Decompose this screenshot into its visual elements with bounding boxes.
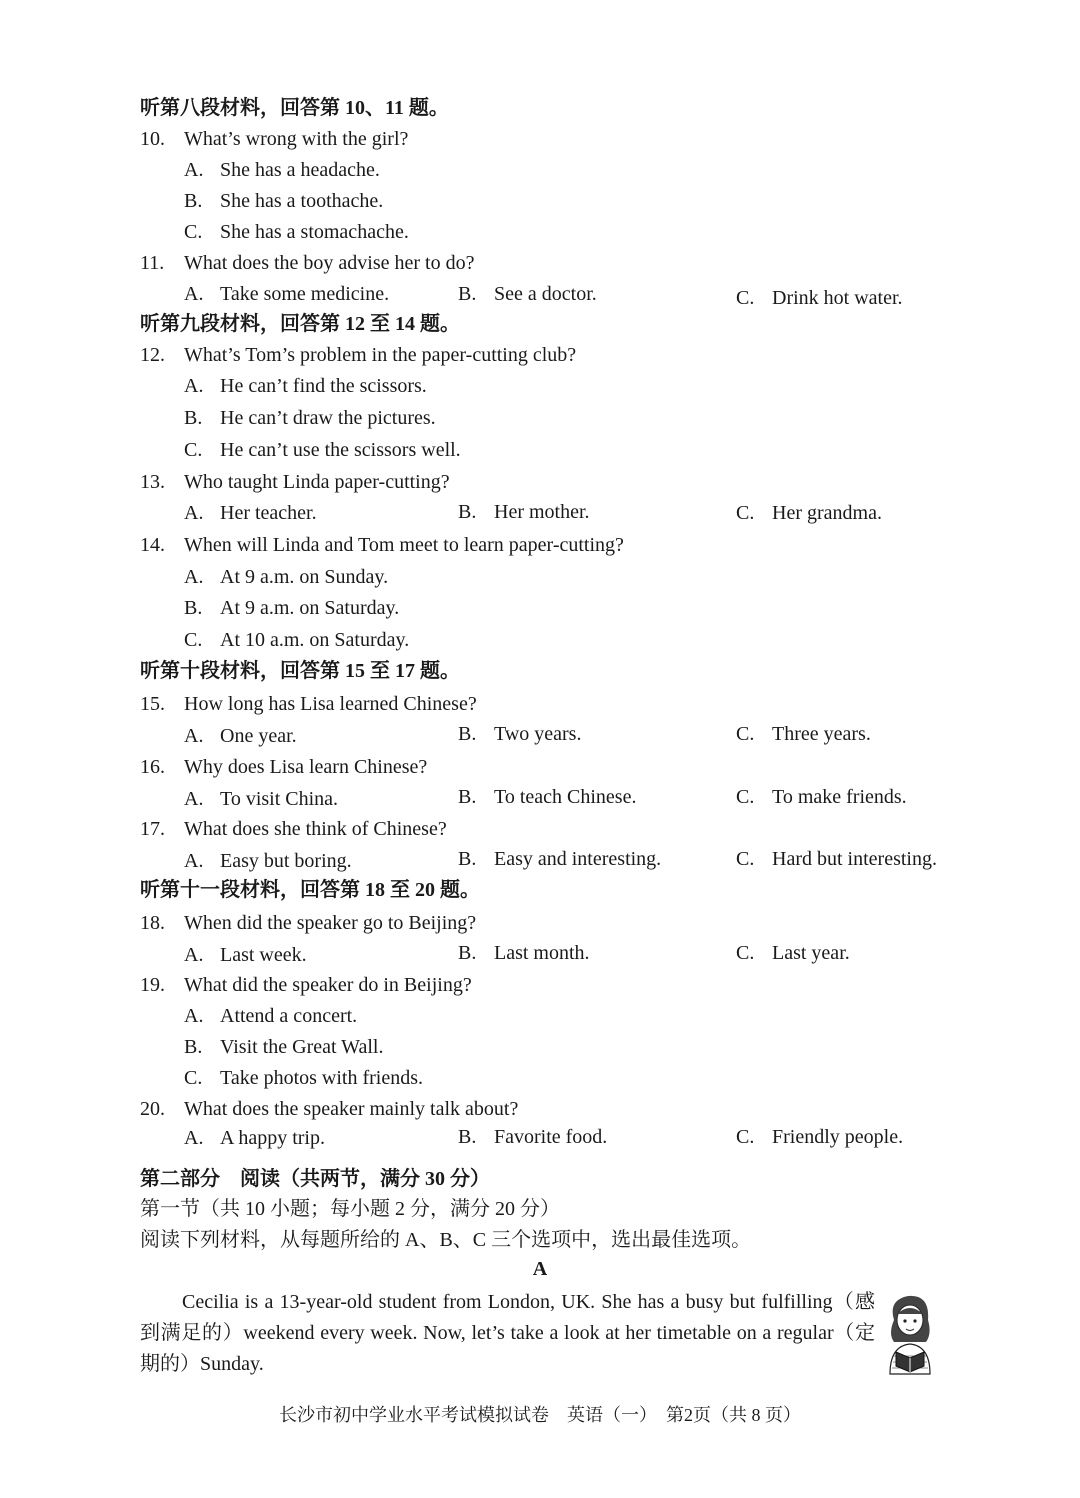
option-text: Two years. (494, 723, 582, 745)
option (736, 784, 907, 810)
option-text: To teach Chinese. (494, 786, 637, 808)
option-label: B. (458, 848, 477, 870)
section-header: 听第八段材料，回答第 10、11 题。 (140, 97, 449, 119)
option-text: She has a stomachache. (220, 221, 409, 243)
option-label: A. (184, 1127, 204, 1149)
option-text: He can’t find the scissors. (220, 375, 427, 397)
option-text: Three years. (772, 723, 871, 745)
question-text: Who taught Linda paper-cutting? (184, 471, 450, 493)
option (184, 405, 436, 431)
option (184, 1003, 357, 1029)
option-text: To make friends. (772, 786, 907, 808)
option-label: A. (184, 788, 204, 810)
question-text: What’s wrong with the girl? (184, 128, 409, 150)
question-text: Why does Lisa learn Chinese? (184, 756, 428, 778)
option-text: One year. (220, 725, 297, 747)
option-label: A. (184, 850, 204, 872)
question-number: 19. (140, 974, 165, 996)
section-header: 听第十段材料，回答第 15 至 17 题。 (140, 660, 460, 682)
option (184, 281, 389, 307)
option (184, 723, 297, 749)
passage-text: Cecilia is a 13-year-old student from London, UK. She has a busy but fulfilling（感到满足的）weekend every week. Now, let’s take a look at her timetable on a regular（定期的）Sunday. (140, 1291, 875, 1375)
part-instruction: 阅读下列材料，从每题所给的 A、B、C 三个选项中，选出最佳选项。 (140, 1229, 752, 1251)
question-text: What did the speaker do in Beijing? (184, 974, 472, 996)
question-10 (140, 126, 408, 152)
question-number: 18. (140, 912, 165, 934)
question-text: How long has Lisa learned Chinese? (184, 693, 477, 715)
question-13 (140, 469, 450, 495)
option-label: B. (458, 942, 477, 964)
option-label: A. (184, 725, 204, 747)
option (184, 188, 383, 214)
option-text: She has a toothache. (220, 190, 384, 212)
option-text: Take some medicine. (220, 283, 390, 305)
girl-reading-illustration (880, 1290, 940, 1376)
option-label: A. (184, 944, 204, 966)
question-number: 15. (140, 693, 165, 715)
question-number: 11. (140, 252, 165, 274)
option-label: B. (458, 283, 477, 305)
option-text: Attend a concert. (220, 1005, 358, 1027)
option (184, 627, 409, 653)
question-number: 16. (140, 756, 165, 778)
option-text: See a doctor. (494, 283, 597, 305)
question-20 (140, 1096, 518, 1122)
section-header: 听第十一段材料，回答第 18 至 20 题。 (140, 879, 480, 901)
option (184, 848, 352, 874)
option-label: B. (458, 501, 477, 523)
option (184, 500, 317, 526)
option-label: C. (184, 1067, 203, 1089)
passage-label: A (532, 1258, 548, 1280)
question-16 (140, 754, 427, 780)
option (458, 721, 581, 747)
option (458, 846, 661, 872)
option-label: B. (184, 190, 203, 212)
option (184, 1125, 325, 1151)
option (736, 285, 903, 311)
option-text: Easy and interesting. (494, 848, 662, 870)
option (184, 1065, 423, 1091)
option-label: A. (184, 1005, 204, 1027)
option-label: B. (458, 1126, 477, 1148)
question-19 (140, 972, 472, 998)
question-text: When did the speaker go to Beijing? (184, 912, 477, 934)
option-label: A. (184, 502, 204, 524)
option-text: He can’t use the scissors well. (220, 439, 461, 461)
question-text: What does the speaker mainly talk about? (184, 1098, 519, 1120)
page-footer: 长沙市初中学业水平考试模拟试卷 英语（一） 第2页（共 8 页） (279, 1405, 801, 1425)
option (736, 940, 850, 966)
option-label: B. (184, 1036, 203, 1058)
option-text: Friendly people. (772, 1126, 904, 1148)
option-text: Hard but interesting. (772, 848, 937, 870)
question-14 (140, 532, 624, 558)
question-text: What does the boy advise her to do? (184, 252, 475, 274)
option-text: At 10 a.m. on Saturday. (220, 629, 410, 651)
option-label: B. (184, 597, 203, 619)
option-label: C. (184, 221, 203, 243)
option-text: At 9 a.m. on Sunday. (220, 566, 389, 588)
question-12 (140, 342, 576, 368)
question-text: What’s Tom’s problem in the paper-cutting club? (184, 344, 577, 366)
option (184, 942, 307, 968)
option (736, 846, 937, 872)
option (184, 564, 388, 590)
option-text: Her teacher. (220, 502, 317, 524)
option (458, 940, 590, 966)
option-text: She has a headache. (220, 159, 380, 181)
option-label: C. (736, 287, 755, 309)
option (736, 1124, 903, 1150)
option-label: C. (736, 848, 755, 870)
section-header: 听第九段材料，回答第 12 至 14 题。 (140, 313, 460, 335)
option (184, 219, 409, 245)
option-label: C. (184, 629, 203, 651)
question-number: 14. (140, 534, 165, 556)
option-text: Take photos with friends. (220, 1067, 424, 1089)
option-text: Last month. (494, 942, 590, 964)
option-label: C. (736, 786, 755, 808)
question-17 (140, 816, 447, 842)
option-label: A. (184, 283, 204, 305)
part-subtitle: 第一节（共 10 小题；每小题 2 分，满分 20 分） (140, 1198, 560, 1220)
question-number: 12. (140, 344, 165, 366)
option-text: Her grandma. (772, 502, 882, 524)
option-label: C. (736, 942, 755, 964)
option-text: Last year. (772, 942, 850, 964)
option-label: C. (736, 723, 755, 745)
question-text: What does she think of Chinese? (184, 818, 447, 840)
option (184, 437, 461, 463)
option (184, 157, 380, 183)
option-text: He can’t draw the pictures. (220, 407, 436, 429)
part-title: 第二部分 阅读（共两节，满分 30 分） (140, 1168, 490, 1190)
option-label: C. (736, 1126, 755, 1148)
option (736, 500, 882, 526)
option-text: Her mother. (494, 501, 590, 523)
option-text: To visit China. (220, 788, 339, 810)
question-number: 10. (140, 128, 165, 150)
passage (140, 1287, 875, 1380)
option (458, 784, 636, 810)
option-text: Drink hot water. (772, 287, 903, 309)
option (184, 786, 338, 812)
option-text: Favorite food. (494, 1126, 608, 1148)
option-label: A. (184, 566, 204, 588)
question-15 (140, 691, 477, 717)
option-text: Easy but boring. (220, 850, 352, 872)
question-18 (140, 910, 476, 936)
option (458, 1124, 607, 1150)
question-number: 20. (140, 1098, 165, 1120)
option-text: At 9 a.m. on Saturday. (220, 597, 400, 619)
option-label: A. (184, 375, 204, 397)
option (184, 373, 427, 399)
option-label: B. (458, 786, 477, 808)
option-text: A happy trip. (220, 1127, 325, 1149)
question-11 (140, 250, 474, 276)
option (458, 281, 597, 307)
option-text: Last week. (220, 944, 307, 966)
question-number: 13. (140, 471, 165, 493)
option-text: Visit the Great Wall. (220, 1036, 384, 1058)
option (458, 499, 590, 525)
option (184, 595, 399, 621)
question-number: 17. (140, 818, 165, 840)
option-label: A. (184, 159, 204, 181)
option (184, 1034, 383, 1060)
option-label: B. (458, 723, 477, 745)
option-label: B. (184, 407, 203, 429)
question-text: When will Linda and Tom meet to learn paper-cutting? (184, 534, 624, 556)
option-label: C. (184, 439, 203, 461)
option-label: C. (736, 502, 755, 524)
option (736, 721, 871, 747)
